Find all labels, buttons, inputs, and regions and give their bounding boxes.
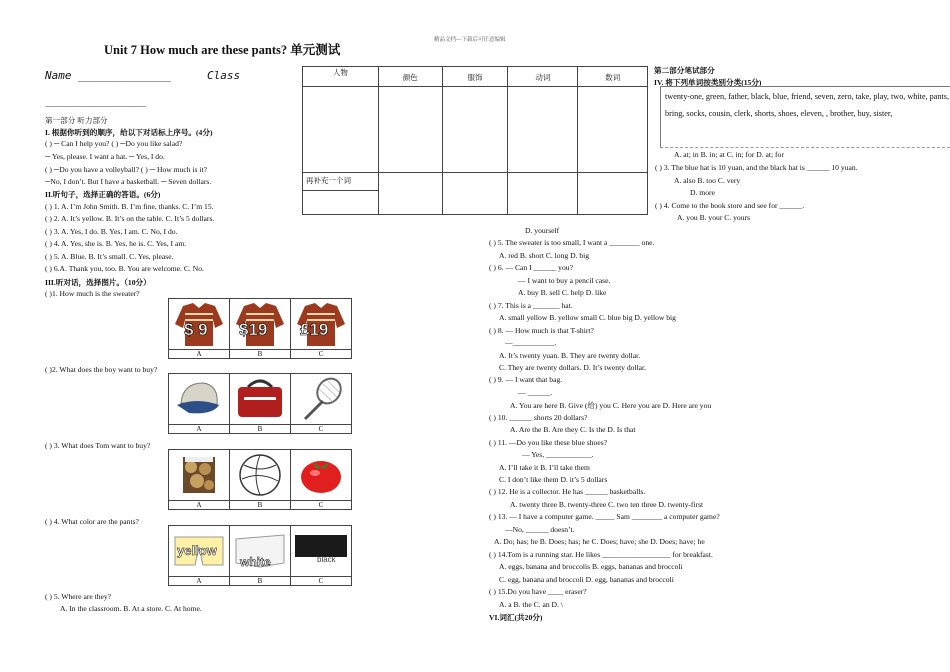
question-line: A. Are the B. Are they C. Is the D. Is that xyxy=(510,425,636,435)
color-word: yellow xyxy=(177,543,217,558)
question-line: ( ) 6. — Can I ______ you? xyxy=(489,263,573,273)
section-i-title: I. 根据你听到的顺序，给以下对话标上序号。(4分) xyxy=(45,128,213,137)
bag-icon xyxy=(230,375,290,423)
option-label: B xyxy=(230,425,291,434)
question-line: — Yes, ____________. xyxy=(522,450,594,460)
option-label: A xyxy=(169,350,230,359)
table-cell[interactable] xyxy=(508,173,578,215)
table-cell[interactable] xyxy=(442,173,508,215)
question-line: A. you B. your C. yours xyxy=(677,213,750,222)
question-line: ( ) 15.Do you have ____ eraser? xyxy=(489,587,587,597)
table-cell[interactable] xyxy=(442,87,508,173)
question-line: ( ) 3. The blue hat is 10 yuan, and the black hat is ______ 10 yuan. xyxy=(655,163,858,172)
question-item: ( ) 3. What does Tom want to buy? xyxy=(45,441,151,450)
question-line: ( ) 14.Tom is a running star. He likes __________________ for breakfast. xyxy=(489,549,713,559)
cap-icon xyxy=(169,375,229,423)
name-field[interactable]: Name ______________ xyxy=(45,69,171,82)
racket-icon xyxy=(291,375,351,423)
question-line: ( ) 4. Come to the book store and see for ______. xyxy=(655,201,805,210)
table-cell[interactable] xyxy=(508,87,578,173)
sweater-icon xyxy=(291,300,351,348)
price-label: $ 9 xyxy=(184,320,208,339)
option-label: C xyxy=(291,501,352,510)
question-line: A. small yellow B. yellow small C. blue big D. yellow big xyxy=(499,313,676,323)
option-label: C xyxy=(291,425,352,434)
question-line: A. at; in B. in; at C. in; for D. at; for xyxy=(674,150,784,159)
option-label: B xyxy=(230,350,291,359)
question-line: A. I’ll take it B. I’ll take them xyxy=(499,462,590,472)
section-i-line: ─No, I don’t. But I have a basketball. ─ Seven dollars. xyxy=(45,177,212,186)
option-label: B xyxy=(230,577,291,586)
question-line: ( ) 13. — I have a computer game. _____ Sam ________ a computer game? xyxy=(489,512,720,522)
table-cell[interactable] xyxy=(378,87,442,173)
question-line: D. yourself xyxy=(525,226,560,235)
question-item: ( ) 3. A. Yes, I do. B. Yes, I am. C. No, I do. xyxy=(45,227,178,236)
question-line: ( ) 11. —Do you like these blue shoes? xyxy=(489,437,608,447)
question-options: A. In the classroom. B. At a store. C. At home. xyxy=(60,604,202,613)
potatoes-icon xyxy=(169,451,229,499)
table-header: 颜色 xyxy=(378,67,442,87)
question-line: C. I don’t like them D. it’s 5 dollars xyxy=(499,475,608,484)
question-line: A. a B. the C. an D. \ xyxy=(499,599,563,609)
sweater-icon xyxy=(169,300,229,348)
question-line: A. Do; has; he B. Does; has; he C. Does; have; she D. Does; have; he xyxy=(494,537,705,547)
pants-pictures xyxy=(168,525,352,586)
table-cell[interactable] xyxy=(303,87,379,173)
question-line: —___________. xyxy=(505,338,557,348)
option-label: B xyxy=(230,501,291,510)
question-line: A. It’s twenty yuan. B. They are twenty dollar. xyxy=(499,350,641,360)
section-iii-title: III.听对话，选择图片。（10分） xyxy=(45,278,151,287)
tom-buy-pictures xyxy=(168,449,352,510)
question-item: ( ) 2. A. It’s yellow. B. It’s on the table. C. It’s 5 dollars. xyxy=(45,214,215,223)
header-note: 精品文档---下载后可任意编辑 xyxy=(434,37,506,43)
question-line: — I want to buy a pencil case. xyxy=(518,275,611,285)
sweater-icon xyxy=(230,300,290,348)
table-header: 数词 xyxy=(578,67,648,87)
question-item: ( )1. How much is the sweater? xyxy=(45,289,140,298)
question-line: A. eggs, banana and broccolis B. eggs, bananas and broccoli xyxy=(499,562,683,572)
table-cell[interactable] xyxy=(378,173,442,215)
tomato-icon xyxy=(291,451,351,499)
volleyball-icon xyxy=(230,451,290,499)
question-item: ( ) 5. A. Blue. B. It’s small. C. Yes, please. xyxy=(45,252,174,261)
section-i-line: ( ) ─Do you have a volleyball? ( ) ─ How much is it? xyxy=(45,165,207,174)
table-header: 人物 xyxy=(303,67,379,87)
page-title: Unit 7 How much are these pants? 单元测试 xyxy=(104,43,341,57)
question-line: ( ) 9. — I want that bag. xyxy=(489,375,563,385)
question-item: ( ) 6.A. Thank you, too. B. You are welcome. C. No. xyxy=(45,264,204,273)
option-label: C xyxy=(291,577,352,586)
question-line: A. twenty three B. twenty-three C. two ten three D. twenty-first xyxy=(510,499,704,509)
question-item: ( ) 1. A. I’m John Smith. B. I’m fine, thanks. C. I’m 15. xyxy=(45,202,214,211)
question-line: A. red B. short C. long D. big xyxy=(499,250,590,260)
question-line: ( ) 10. ______ shorts 20 dollars? xyxy=(489,412,588,422)
word-bank: twenty-one, green, father, black, blue, friend, seven, zero, take, play, two, white, pants, bring, socks, cousin, clerk, shorts, shoes, eleven, , brother, buy, sister, xyxy=(660,86,950,148)
question-line: ( ) 5. The sweater is too small, I want a ________ one. xyxy=(489,238,655,248)
table-cell[interactable] xyxy=(578,173,648,215)
boy-buy-pictures xyxy=(168,373,352,434)
question-line: VI.词汇(共20分) xyxy=(489,612,543,622)
question-line: —No, ______ doesn’t. xyxy=(505,524,575,534)
section-i-line: ( ) ─ Can I help you? ( ) ─Do you like salad? xyxy=(45,139,183,148)
question-item: ( )2. What does the boy want to buy? xyxy=(45,365,158,374)
question-line: ( ) 8. — How much is that T-shirt? xyxy=(489,325,594,335)
class-field[interactable]: Class xyxy=(207,69,241,82)
section-i-line: ─ Yes, please. I want a hat. ─ Yes, I do. xyxy=(45,152,165,161)
question-item: ( ) 5. Where are they? xyxy=(45,592,112,601)
section-ii-title: II.听句子，选择正确的答语。(6分) xyxy=(45,190,161,199)
color-word: black xyxy=(317,555,336,564)
part1-heading: 第一部分 听力部分 xyxy=(45,116,108,125)
option-label: C xyxy=(291,350,352,359)
question-line: C. egg, banana and broccoli D. egg, bananas and broccoli xyxy=(499,574,674,584)
question-line: ( ) 7. This is a _______ hat. xyxy=(489,300,573,310)
option-label: A xyxy=(169,425,230,434)
pants-icon xyxy=(169,527,229,575)
table-cell[interactable] xyxy=(578,87,648,173)
question-line: — ______. xyxy=(518,387,553,397)
price-label: $19 xyxy=(239,320,268,339)
question-line: A. also B. too C. very xyxy=(674,176,741,185)
color-word: white xyxy=(240,555,271,569)
pants-icon xyxy=(230,527,290,575)
question-line: C. They are twenty dollars. D. It’s twenty dollar. xyxy=(499,362,647,372)
table-row-label: 再补充一个词 xyxy=(303,173,379,191)
table-cell[interactable] xyxy=(303,191,379,215)
question-line: A. You are here B. Give (给) you C. Here you are D. Here are you xyxy=(510,401,712,411)
question-item: ( ) 4. What color are the pants? xyxy=(45,517,139,526)
question-line: ( ) 12. He is a collector. He has ______ basketballs. xyxy=(489,487,646,497)
table-header: 动词 xyxy=(508,67,578,87)
word-category-table xyxy=(302,66,648,215)
question-line: D. more xyxy=(690,188,715,197)
section-iv-title: IV. 将下列单词按类别分类(15分) xyxy=(654,78,762,87)
class-underline: ____________________ xyxy=(45,96,146,107)
option-label: A xyxy=(169,501,230,510)
sweater-pictures xyxy=(168,298,352,359)
option-label: A xyxy=(169,577,230,586)
question-item: ( ) 4. A. Yes, she is. B. Yes, he is. C. Yes, I am. xyxy=(45,239,187,248)
table-header: 服饰 xyxy=(442,67,508,87)
part2-heading: 第二部分笔试部分 xyxy=(654,66,715,75)
price-label: £19 xyxy=(300,320,329,339)
pants-icon xyxy=(291,527,351,575)
question-line: A. buy B. sell C. help D. like xyxy=(518,288,607,298)
